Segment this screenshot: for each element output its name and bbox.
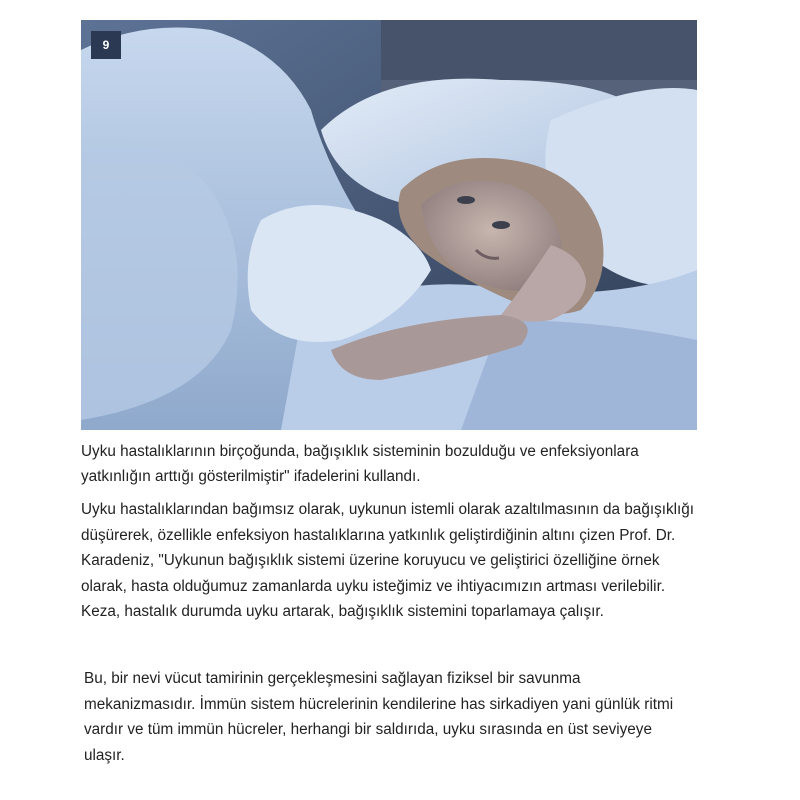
article-paragraph-1: Uyku hastalıklarının birçoğunda, bağışıklık sisteminin bozulduğu ve enfeksiyonlara yatkınlığın arttığı gösterilmiştir" ifadelerini kullandı. [81,443,639,485]
woman-in-bed-illustration [81,20,697,430]
article-paragraph-2: Uyku hastalıklarından bağımsız olarak, uykunun istemli olarak azaltılmasının da bağışıklığı düşürerek, özellikle enfeksiyon hastalıklarına yatkınlık geliştirdiğinin altını çizen Prof. Dr. Karadeniz, "Uykunun bağışıklık sistemi üzerine koruyucu ve geliştirici özelliğine örnek olarak, hasta olduğumuz zamanlarda uyku isteğimiz ve ihtiyacımızın artması verilebilir. Keza, hastalık durumda uyku artarak, bağışıklık sistemini toparlamaya çalışır. [81,501,695,620]
slide-number-badge: 9 [91,31,121,59]
article-photo [81,20,697,430]
article-paragraph-3: Bu, bir nevi vücut tamirinin gerçekleşmesini sağlayan fiziksel bir savunma mekanizmasıdır. İmmün sistem hücrelerinin kendilerine has sirkadiyen yani günlük ritmi vardır ve tüm immün hücreler, herhangi bir saldırıda, uyku sırasında en üst seviyeye ulaşır. [84,670,674,764]
